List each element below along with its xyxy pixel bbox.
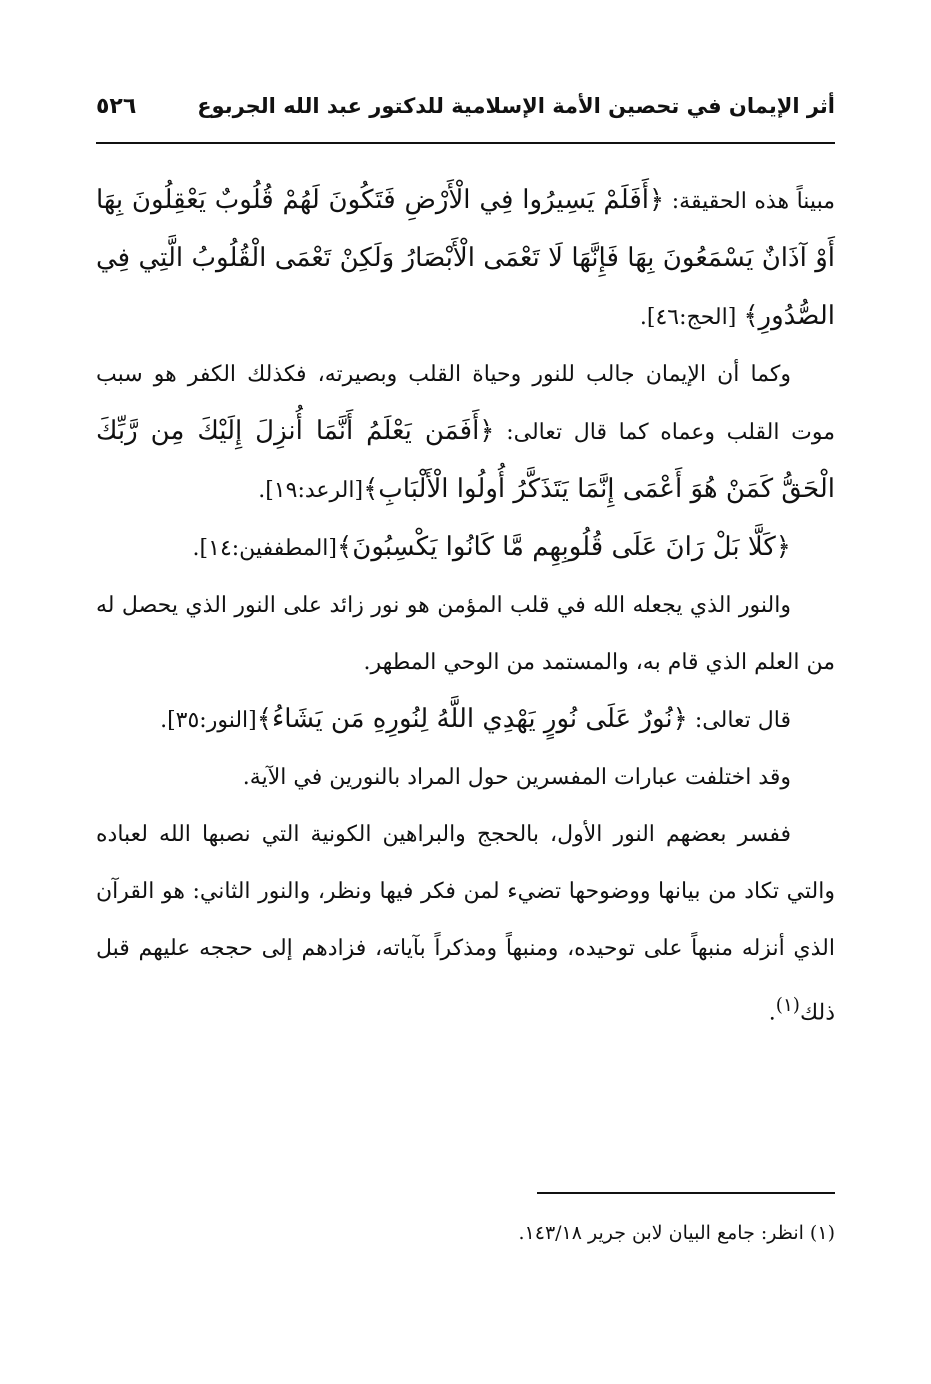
paragraph-4 [96,577,835,691]
header-title: أثر الإيمان في تحصين الأمة الإسلامية للدكتور عبد الله الجربوع [197,94,835,118]
verse-citation: [الحج:٤٦]. [639,305,744,330]
paragraph-text: ففسر بعضهم النور الأول، بالحجج والبراهين الكونية التي نصبها الله لعباده والتي تكاد من بيانها ووضوحها تضيء لمن فكر فيها ونظر، والنور الثاني: هو القرآن الذي أنزله منبهاً على توحيده، ومنبهاً ومذكراً بآياته، فزادهم إلى حججه عليهم قبل ذلك [96,822,835,1026]
quran-verse: ﴿أَفَمَن يَعْلَمُ أَنَّمَا أُنزِلَ إِلَيْكَ مِن رَّبِّكَ الْحَقُّ كَمَنْ هُوَ أَعْمَى إِنَّمَا يَتَذَكَّرُ أُولُوا الْأَلْبَابِ﴾ [96,416,835,504]
paragraph-text: وقد اختلفت عبارات المفسرين حول المراد بالنورين في الآية. [242,765,791,790]
running-header [96,94,835,119]
page-body [96,172,835,1041]
header-rule [96,142,835,144]
page-number: ٥٢٦ [96,94,137,119]
paragraph-5 [96,691,835,749]
paragraph-2 [96,346,835,519]
quran-verse: ﴿نُورٌ عَلَى نُورٍ يَهْدِي اللَّهُ لِنُورِهِ مَن يَشَاءُ﴾ [256,704,688,734]
verse-citation: [النور:٣٥]. [160,708,257,733]
footnote: (١) انظر: جامع البيان لابن جرير ١٤٣/١٨. [518,1222,835,1244]
verse-citation: [المطففين:١٤]. [192,536,337,561]
quran-verse: ﴿كَلَّا بَلْ رَانَ عَلَى قُلُوبِهِم مَّا كَانُوا يَكْسِبُونَ﴾ [337,532,791,562]
paragraph-text: والنور الذي يجعله الله في قلب المؤمن هو نور زائد على النور الذي يحصل له من العلم الذي قام به، والمستمد من الوحي المطهر. [96,593,835,675]
paragraph-6 [96,749,835,806]
paragraph-3 [96,519,835,577]
quran-verse: ﴿أَفَلَمْ يَسِيرُوا فِي الْأَرْضِ فَتَكُونَ لَهُمْ قُلُوبٌ يَعْقِلُونَ بِهَا أَوْ آذَانٌ يَسْمَعُونَ بِهَا فَإِنَّهَا لَا تَعْمَى الْأَبْصَارُ وَلَكِنْ تَعْمَى الْقُلُوبُ الَّتِي فِي الصُّدُورِ﴾ [96,185,835,331]
paragraph-end: . [768,1000,776,1026]
footnote-reference[interactable]: (١) [775,995,800,1016]
paragraph-7 [96,806,835,1041]
verse-citation: [الرعد:١٩]. [258,478,364,503]
paragraph-text: مبيناً هذه الحقيقة: [664,189,835,214]
paragraph-text: وكما أن الإيمان جالب للنور وحياة القلب وبصيرته، فكذلك الكفر هو سبب موت القلب وعماه كما قال تعالى: [96,362,835,445]
footnote-separator [537,1192,835,1194]
paragraph-1 [96,172,835,346]
paragraph-text: قال تعالى: [687,708,791,733]
